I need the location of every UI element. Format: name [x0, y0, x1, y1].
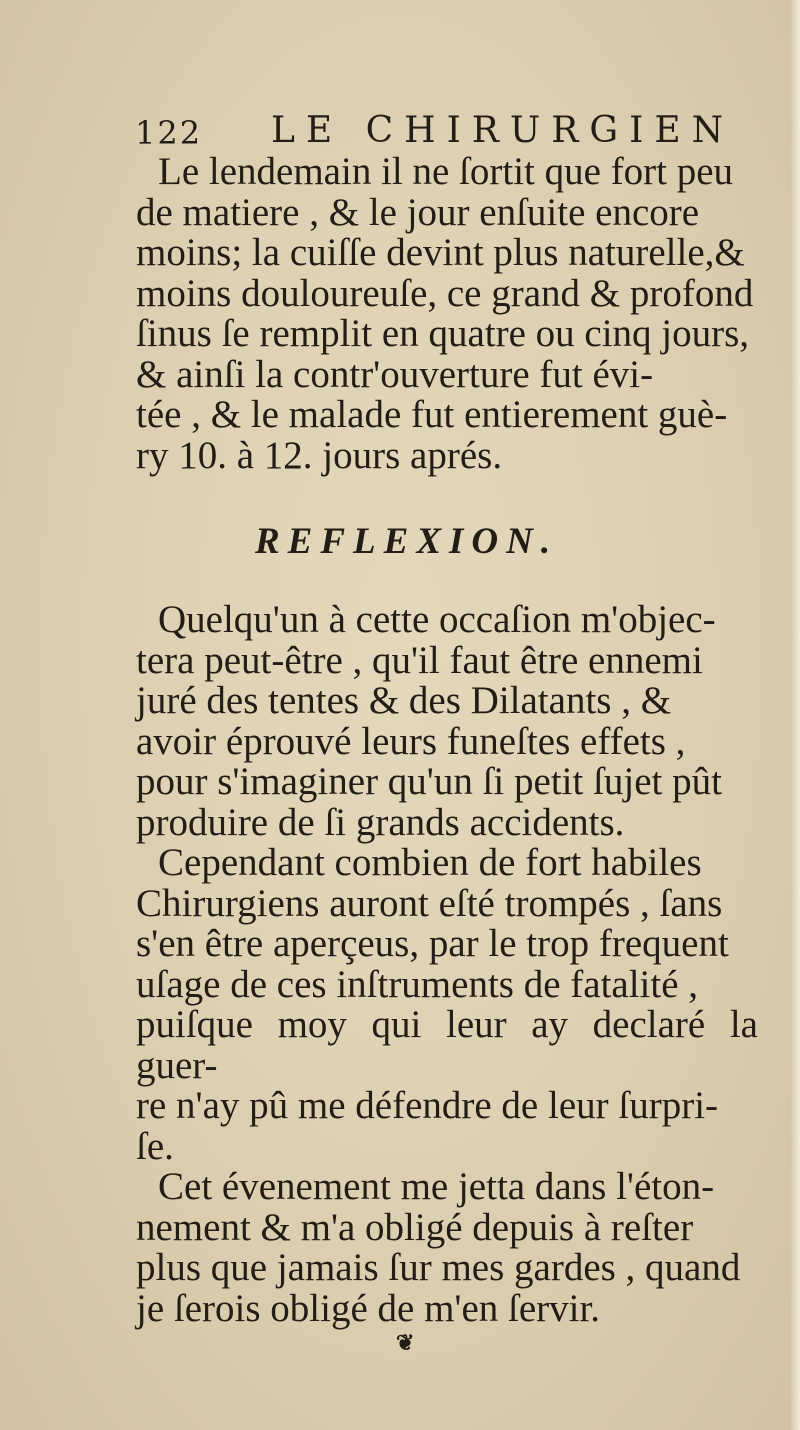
text-block-bottom: [136, 600, 758, 1329]
paragraph: Cependant combien de fort habiles Chirurgiens auront eſté trompés , ſans s'en être aperçeus, par le trop frequent uſage de ces inſtruments de fatalité , puiſque moy qui leur ay declaré la guer- re n'ay pû me défendre de leur ſurpri- ſe.: [136, 841, 758, 1168]
paragraph: Le lendemain il ne ſortit que fort peu de matiere , & le jour enſuite encore moins; la cuiſſe devint plus naturelle,& moins douloureuſe, ce grand & profond ſinus ſe remplit en quatre ou cinq jours, & ainſi la contr'ouverture fut évi- tée , & le malade fut entierement guè- ry 10. à 12. jours aprés.: [136, 150, 754, 477]
running-title: LE CHIRURGIEN: [271, 110, 735, 151]
paragraph: Quelqu'un à cette occaſion m'objec- tera peut-être , qu'il faut être ennemi juré des tentes & des Dilatants , & avoir éprouvé leurs funeſtes effets , pour s'imaginer qu'un ſi petit ſujet pût produire de ſi grands accidents.: [136, 598, 722, 844]
page-edge: [791, 0, 800, 1430]
page-number: 122: [135, 114, 203, 152]
paragraph: Cet évenement me jetta dans l'éton- nement & m'a obligé depuis à reſter plus que jamais ſur mes gardes , quand je ſerois obligé de m'en ſervir.: [136, 1165, 741, 1330]
ornament-catchword: ❦: [396, 1330, 415, 1356]
text-block-top: [136, 152, 758, 476]
section-heading: REFLEXION.: [255, 521, 559, 562]
